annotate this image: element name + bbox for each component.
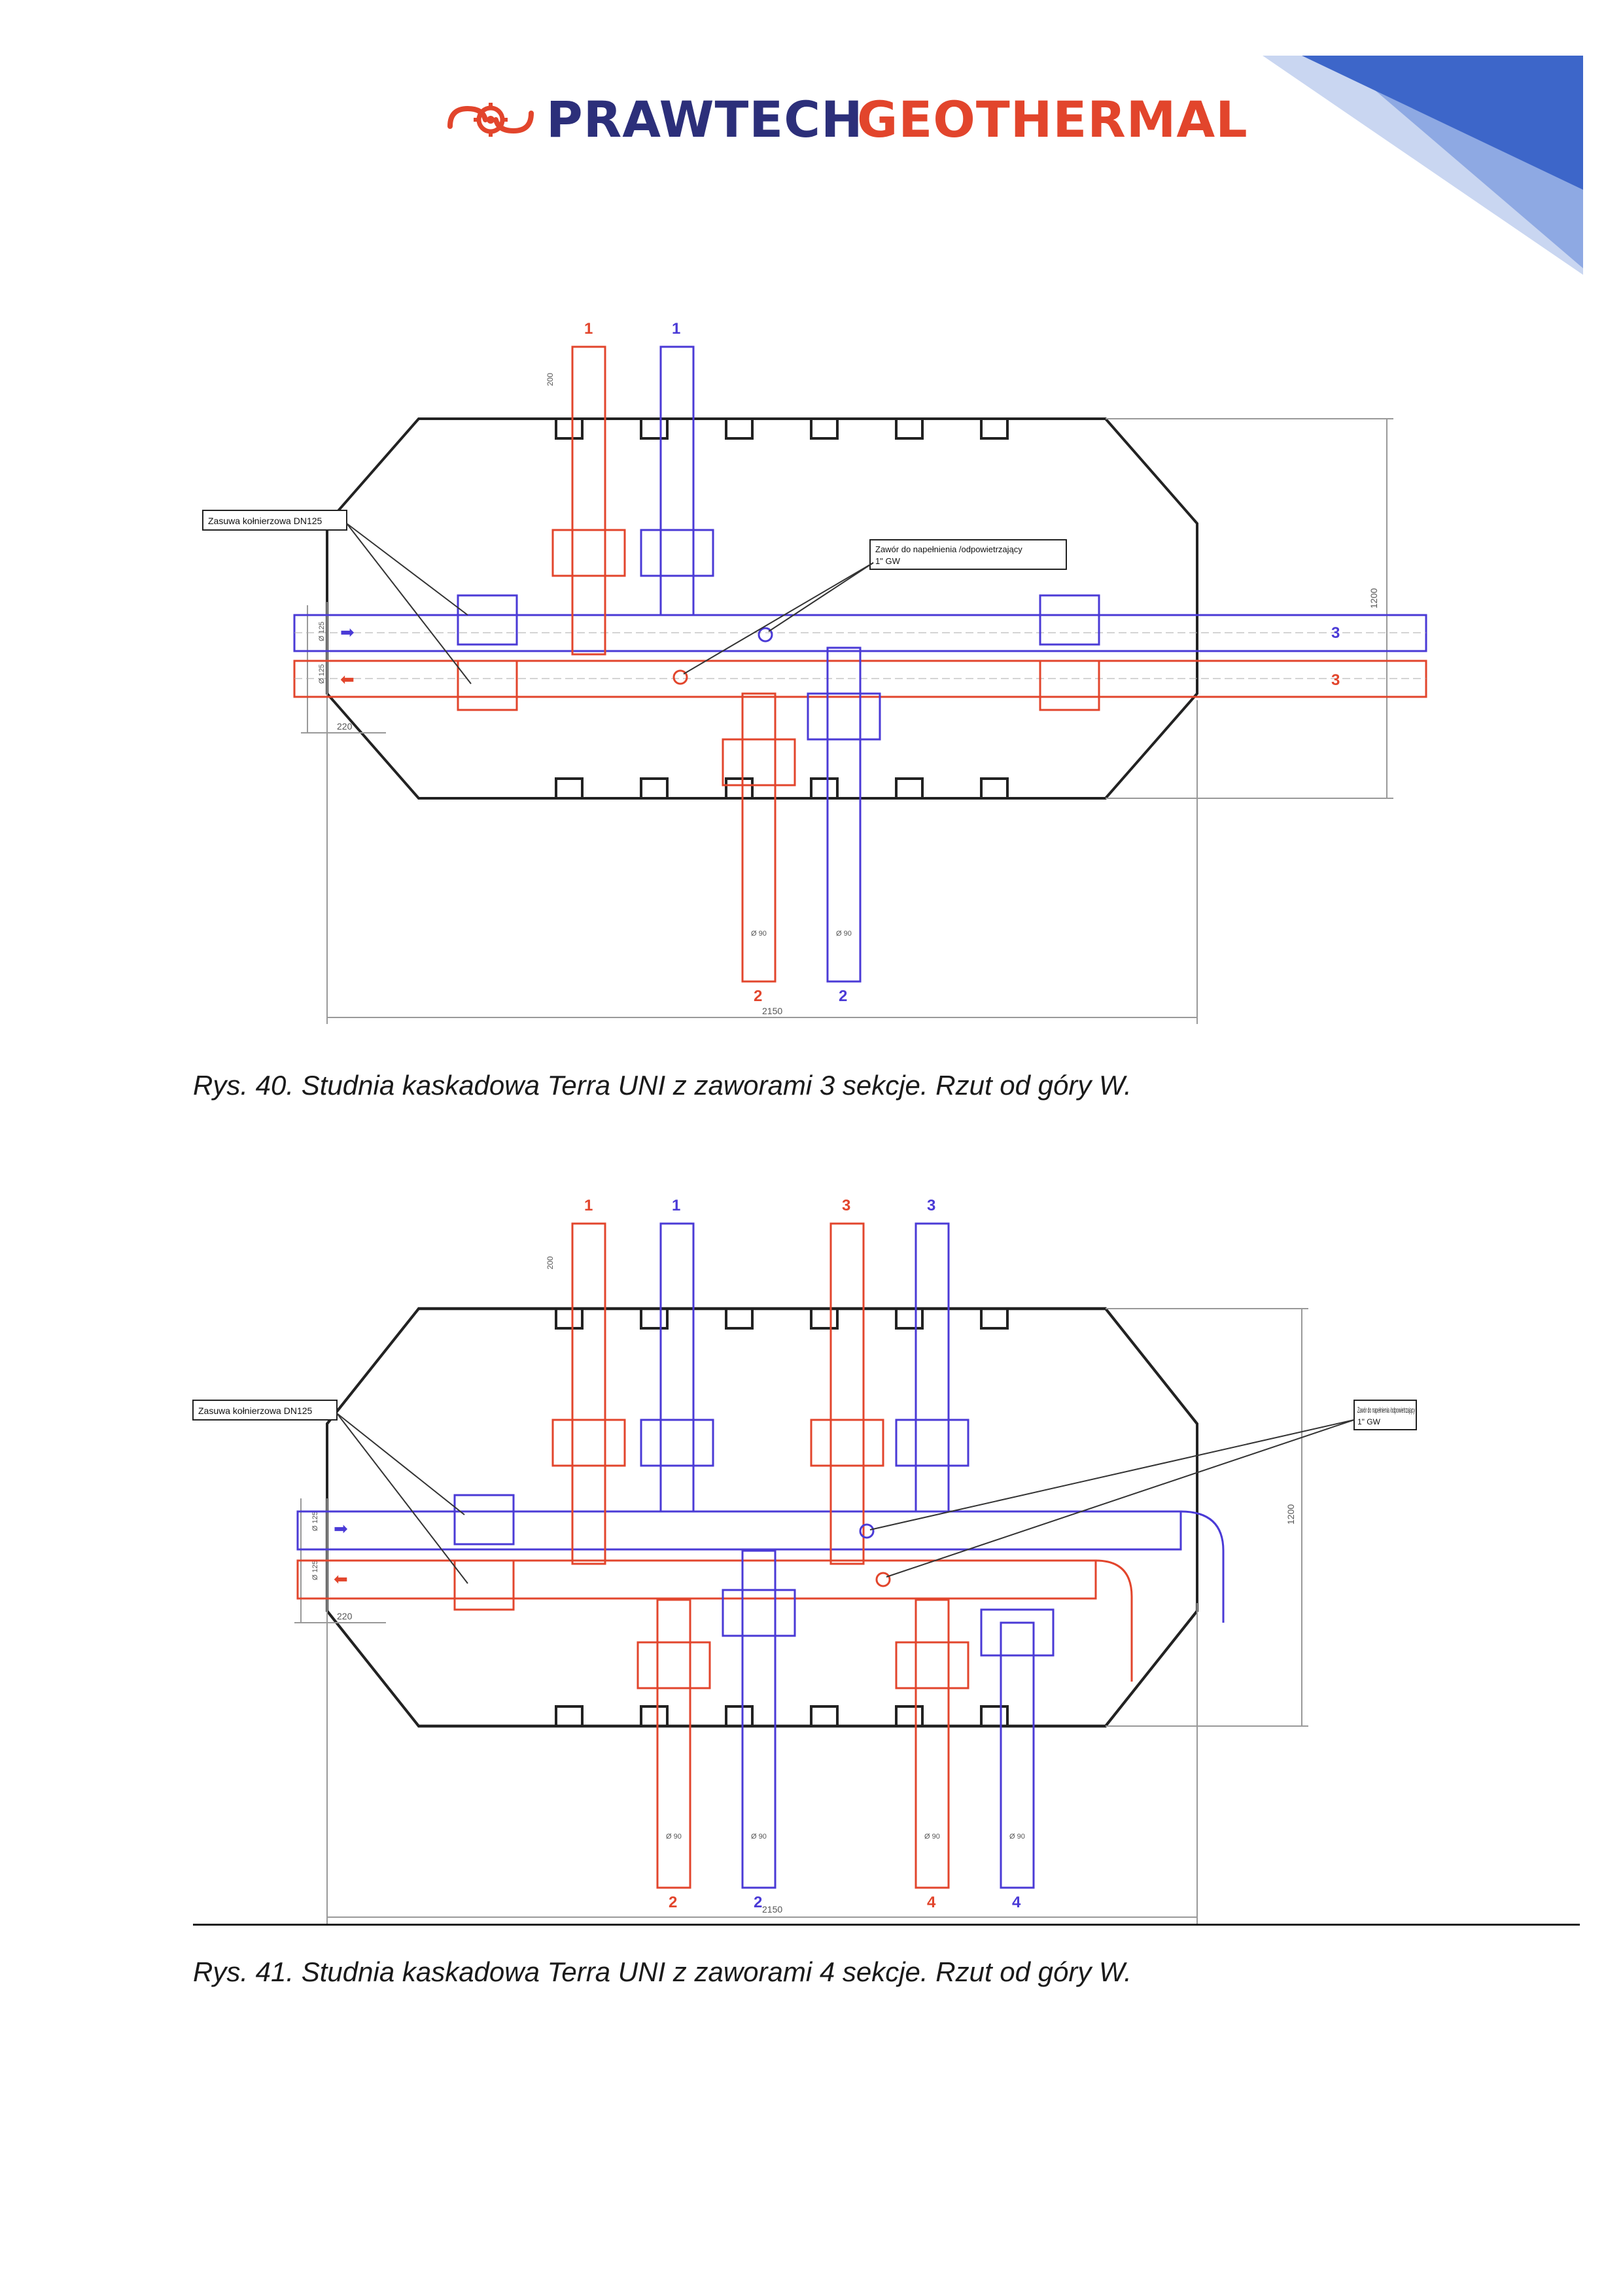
gear-pipes-icon <box>445 97 536 143</box>
pipe-top-3-blue <box>916 1224 949 1511</box>
technical-drawing-4-sections <box>190 1184 1420 1930</box>
brand-name-part2: GEOTHERMAL <box>857 90 1248 149</box>
fill-valve-icon <box>877 1573 890 1586</box>
supply-manifold <box>298 1511 1181 1549</box>
dim-width: 2150 <box>762 1904 783 1915</box>
dim-d90-c: Ø 90 <box>924 1833 940 1841</box>
fill-valve-callout-line1: Zawór do napełnienia /odpowietrzający <box>875 544 1022 554</box>
flow-out-arrow: ⬅ <box>340 669 355 689</box>
port-label-top: 1 <box>584 320 593 338</box>
dim-d90-a: Ø 90 <box>751 930 767 938</box>
dim-offset: 220 <box>337 721 353 732</box>
flow-in-arrow: ➡ <box>334 1519 348 1538</box>
dim-top: 200 <box>546 1256 555 1269</box>
port-label-top: 1 <box>672 320 681 338</box>
dim-d90-b: Ø 90 <box>836 930 852 938</box>
dim-top: 200 <box>546 372 555 386</box>
port-label-side: 3 <box>1331 624 1340 642</box>
pipe-top-1-red <box>572 1224 605 1564</box>
section-divider <box>193 1924 1580 1926</box>
fill-valve-callout-line2: 1" GW <box>875 556 900 566</box>
return-manifold <box>298 1561 1096 1598</box>
pipe-bottom-2-red <box>742 694 775 981</box>
fill-valve-icon <box>860 1525 873 1538</box>
pipe-top-3-red <box>831 1224 864 1564</box>
figure-caption: Rys. 41. Studnia kaskadowa Terra UNI z zaworami 4 sekcje. Rzut od góry W. <box>193 1956 1132 1987</box>
port-label-bottom: 2 <box>669 1894 678 1911</box>
valve-callout: Zasuwa kołnierzowa DN125 <box>198 1405 313 1416</box>
flow-out-arrow: ⬅ <box>334 1569 348 1589</box>
port-label-top: 3 <box>927 1197 936 1214</box>
port-label-bottom: 2 <box>839 987 848 1005</box>
port-label-top: 3 <box>842 1197 851 1214</box>
pipe-bottom-4-blue <box>1001 1623 1034 1888</box>
dim-offset: 220 <box>337 1611 353 1621</box>
fill-valve-callout-line2: 1" GW <box>1357 1417 1380 1426</box>
fill-valve-callout-line1: Zawór do napełnienia /odpowietrzający <box>1357 1405 1415 1415</box>
pipe-top-1-red <box>572 347 605 654</box>
dim-d90-a: Ø 90 <box>666 1833 682 1841</box>
dim-d90-d: Ø 90 <box>1009 1833 1025 1841</box>
port-label-top: 1 <box>584 1197 593 1214</box>
dim-d125-a: Ø 125 <box>318 622 326 641</box>
pipe-top-1-blue <box>661 1224 693 1511</box>
figure-caption: Rys. 40. Studnia kaskadowa Terra UNI z zaworami 3 sekcje. Rzut od góry W. <box>193 1070 1132 1101</box>
dim-width: 2150 <box>762 1006 783 1016</box>
dim-height: 1200 <box>1285 1504 1296 1525</box>
port-label-bottom: 2 <box>754 1894 763 1911</box>
technical-drawing-3-sections <box>190 308 1420 1034</box>
valve-callout: Zasuwa kołnierzowa DN125 <box>208 516 323 526</box>
port-label-bottom: 4 <box>1012 1894 1021 1911</box>
dim-d90-b: Ø 90 <box>751 1833 767 1841</box>
dim-d125-b: Ø 125 <box>311 1561 319 1580</box>
port-label-top: 1 <box>672 1197 681 1214</box>
flow-in-arrow: ➡ <box>340 622 355 642</box>
page-header <box>0 79 1623 164</box>
brand-name-part1: PRAWTECH <box>546 90 864 149</box>
well-outline <box>327 1309 1197 1726</box>
dim-height: 1200 <box>1369 588 1379 609</box>
port-label-side: 3 <box>1331 671 1340 689</box>
dim-d125-a: Ø 125 <box>311 1511 319 1531</box>
port-label-bottom: 2 <box>754 987 763 1005</box>
port-label-bottom: 4 <box>927 1894 936 1911</box>
dim-d125-b: Ø 125 <box>318 664 326 684</box>
